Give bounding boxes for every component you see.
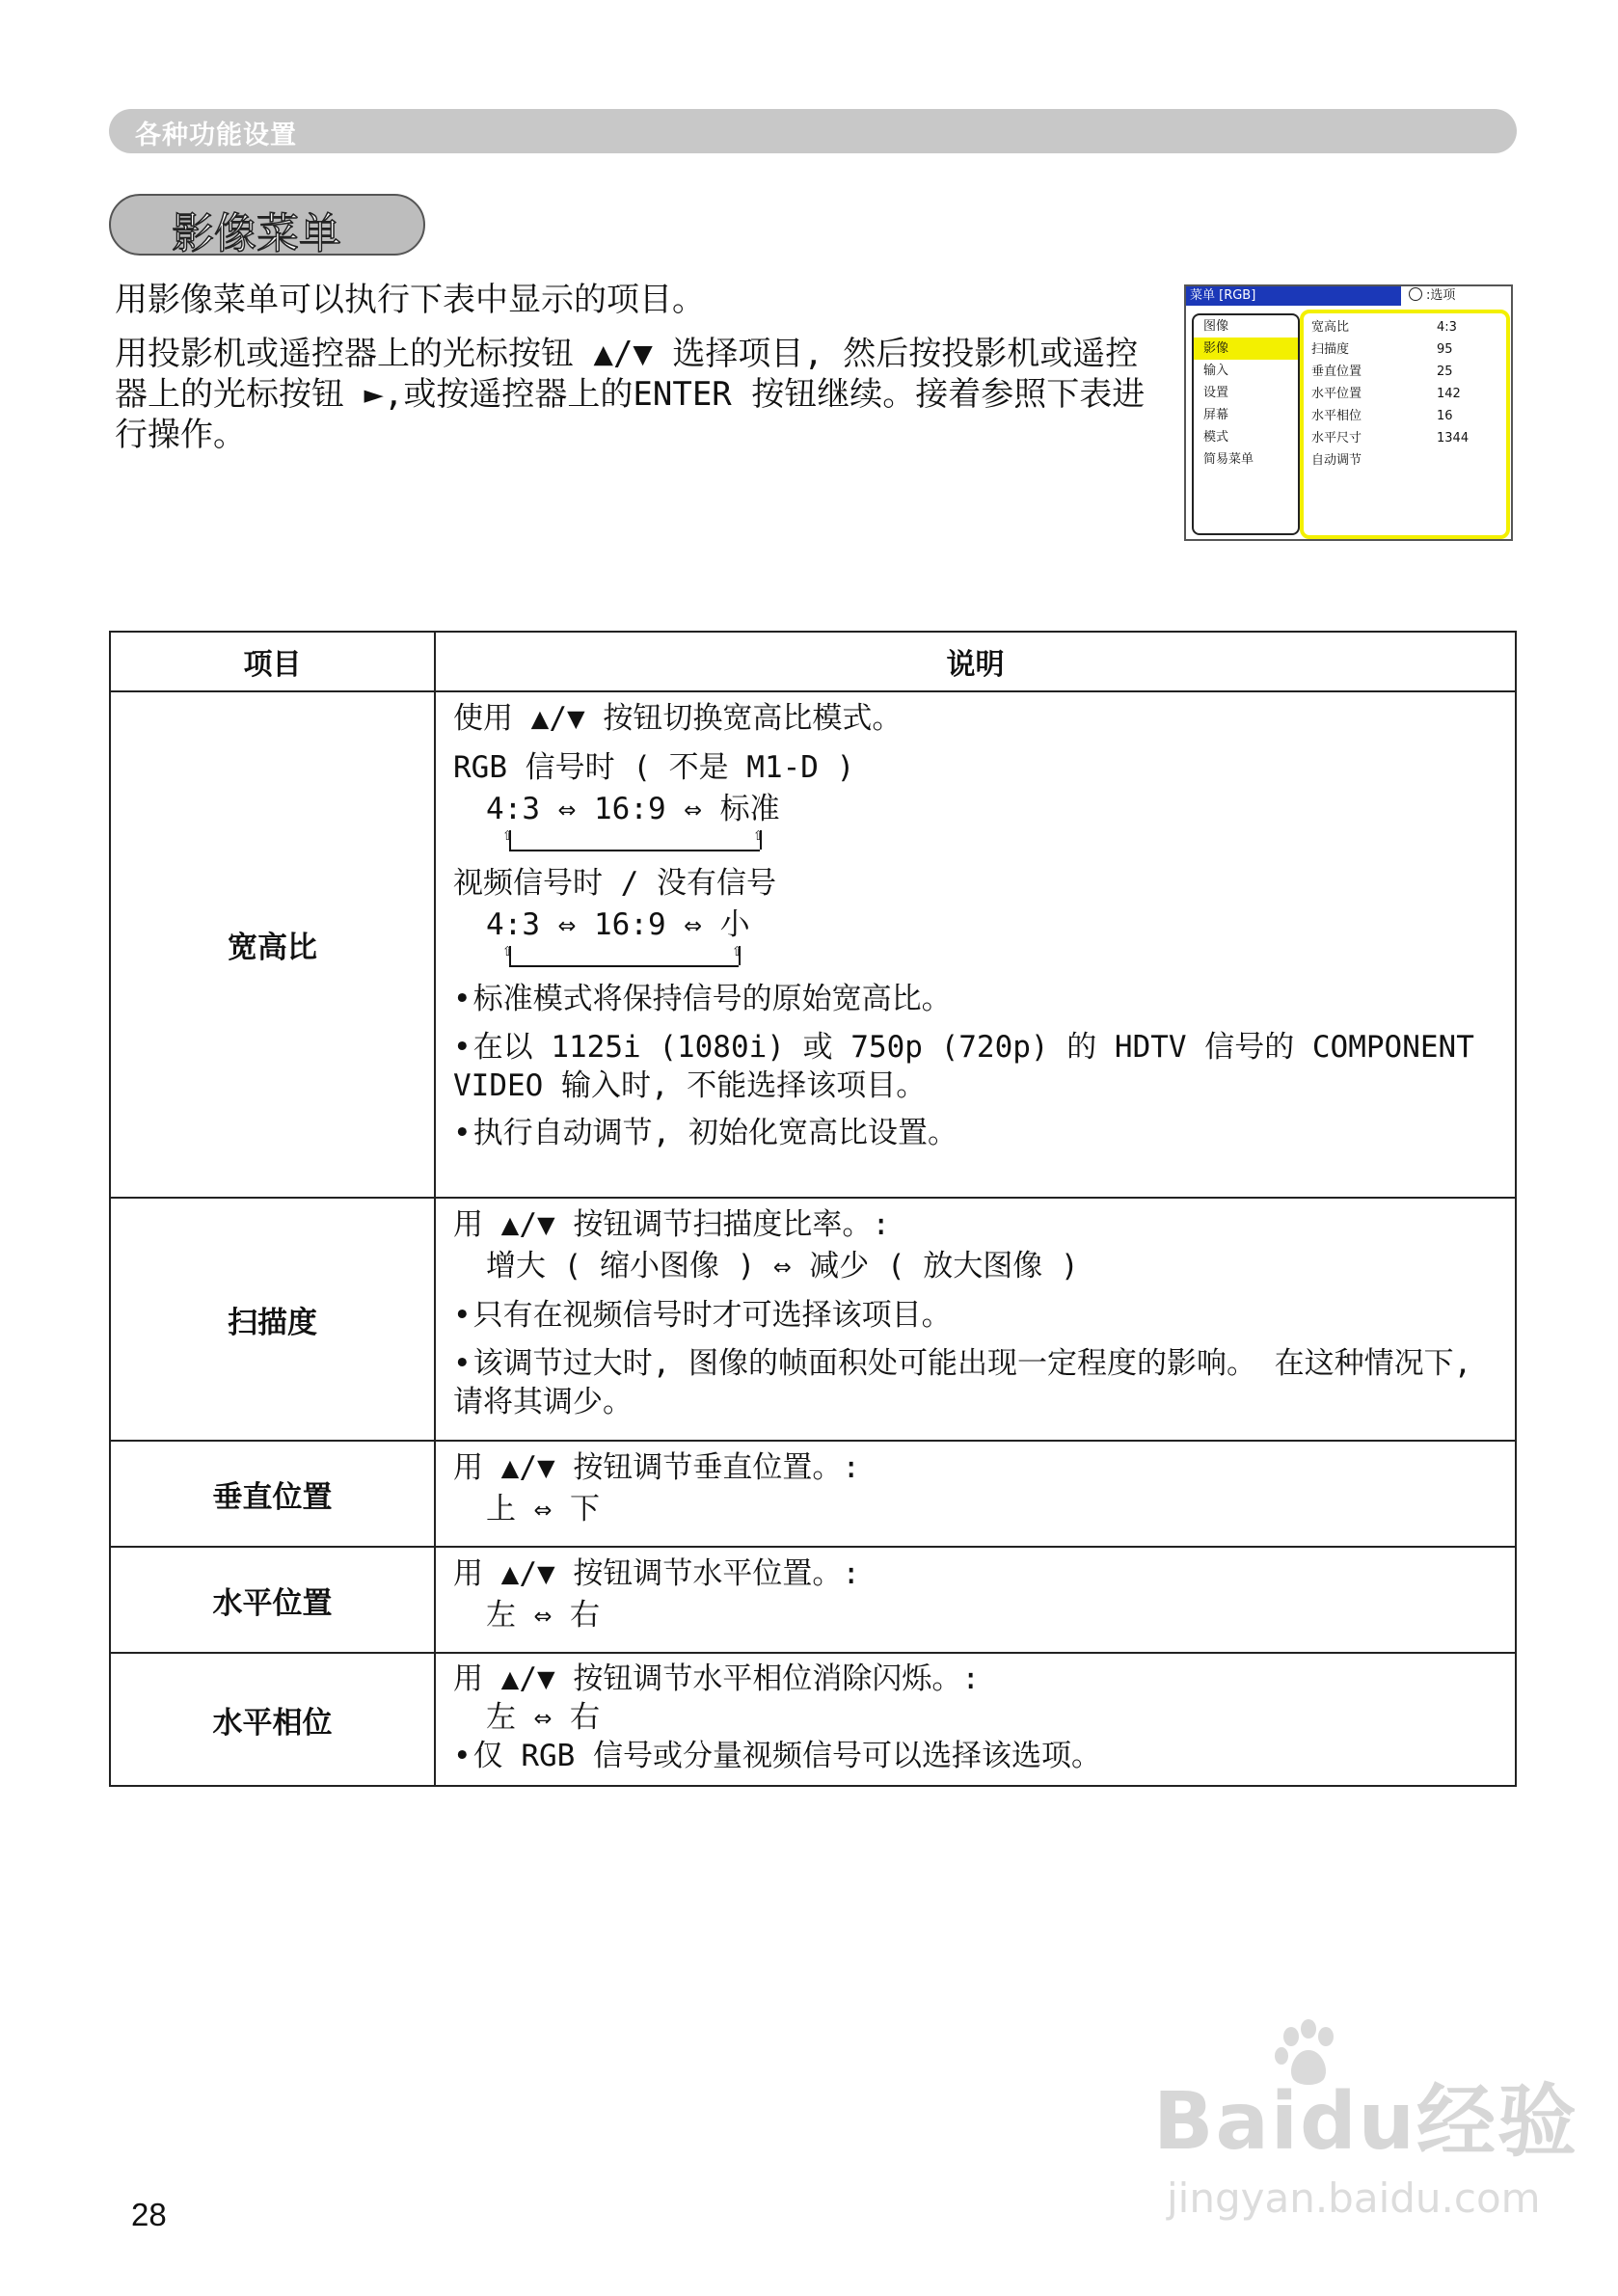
picture-menu-table xyxy=(109,631,1517,1787)
desc-line: 4:3 ⇔ 16:9 ⇔ 标准 xyxy=(486,792,780,826)
menu-left-item: 屏幕 xyxy=(1203,408,1229,422)
menu-right-item: 宽高比 4:3 xyxy=(1311,320,1457,335)
menu-left-item-selected: 影像 xyxy=(1194,338,1298,360)
desc-line: 左 ⇔ 右 xyxy=(486,1598,600,1633)
row-desc-vpos xyxy=(435,1441,1516,1547)
menu-title: 影像菜单 xyxy=(172,209,341,258)
row-desc-hpos xyxy=(435,1547,1516,1653)
col-header-item: 项目 xyxy=(110,632,435,691)
col-header-desc: 说明 xyxy=(435,632,1516,691)
menu-left-item: 模式 xyxy=(1203,430,1229,445)
menu-screenshot-right-list xyxy=(1300,310,1510,539)
watermark-url: jingyan.baidu.com xyxy=(1167,2174,1541,2222)
row-desc-scan xyxy=(435,1198,1516,1441)
desc-bullet: • 执行自动调节, 初始化宽高比设置。 xyxy=(453,1113,1497,1154)
desc-line: RGB 信号时 ( 不是 M1-D ) xyxy=(453,750,855,785)
table-row-hpos xyxy=(110,1547,1516,1653)
menu-screenshot xyxy=(1184,284,1513,541)
row-desc-aspect xyxy=(435,691,1516,1198)
menu-right-item: 水平相位 16 xyxy=(1311,409,1453,423)
desc-bullet: • 该调节过大时, 图像的帧面积处可能出现一定程度的影响。 在这种情况下, 请将其调少。 xyxy=(453,1344,1497,1421)
row-item-hphase: 水平相位 xyxy=(110,1653,435,1786)
cycle-arrow-icon: ⇧ ⇧ xyxy=(503,946,744,971)
desc-bullet: • 标准模式将保持信号的原始宽高比。 xyxy=(453,979,1497,1020)
menu-screenshot-left-list xyxy=(1192,313,1300,535)
row-desc-hphase xyxy=(435,1653,1516,1786)
gear-icon xyxy=(1409,287,1422,301)
desc-line: 4:3 ⇔ 16:9 ⇔ 小 xyxy=(486,907,750,942)
menu-right-item: 自动调节 xyxy=(1311,453,1362,468)
desc-line: 增大 ( 缩小图像 ) ⇔ 减少 ( 放大图像 ) xyxy=(486,1249,1079,1283)
cycle-arrow-icon: ⇧ ⇧ xyxy=(503,830,764,855)
menu-left-item: 简易菜单 xyxy=(1203,452,1254,467)
desc-line: 用 ▲/▼ 按钮调节水平位置。: xyxy=(453,1556,860,1591)
menu-screenshot-title: 菜单 [RGB] xyxy=(1186,286,1401,306)
desc-line: 用 ▲/▼ 按钮调节水平相位消除闪烁。: xyxy=(453,1661,980,1696)
menu-screenshot-option: :选项 xyxy=(1401,286,1511,306)
section-header-label: 各种功能设置 xyxy=(135,121,297,150)
desc-line: 左 ⇔ 右 xyxy=(486,1700,600,1735)
page-number: 28 xyxy=(131,2197,167,2232)
section-header-bar xyxy=(109,109,1517,153)
row-item-vpos: 垂直位置 xyxy=(110,1441,435,1547)
intro-line-1: 用影像菜单可以执行下表中显示的项目。 xyxy=(115,281,705,319)
desc-line: 使用 ▲/▼ 按钮切换宽高比模式。 xyxy=(453,701,903,736)
table-header-row xyxy=(110,632,1516,691)
row-item-hpos: 水平位置 xyxy=(110,1547,435,1653)
watermark-brand: Baidu经验 xyxy=(1153,2076,1579,2168)
menu-left-item: 输入 xyxy=(1203,364,1229,378)
row-item-aspect: 宽高比 xyxy=(110,691,435,1198)
desc-line: 用 ▲/▼ 按钮调节扫描度比率。: xyxy=(453,1207,890,1242)
menu-right-item: 水平位置 142 xyxy=(1311,387,1461,401)
menu-left-item: 设置 xyxy=(1203,386,1229,400)
menu-right-item: 水平尺寸 1344 xyxy=(1311,431,1470,446)
intro-line-2: 用投影机或遥控器上的光标按钮 ▲/▼ 选择项目, 然后按投影机或遥控器上的光标按钮 ►,或按遥控器上的ENTER 按钮继续。接着参照下表进行操作。 xyxy=(115,335,1146,454)
desc-bullet: • 只有在视频信号时才可选择该项目。 xyxy=(453,1295,1497,1337)
table-row-scan xyxy=(110,1198,1516,1441)
menu-right-item: 扫描度 95 xyxy=(1311,342,1453,357)
desc-line: 用 ▲/▼ 按钮调节垂直位置。: xyxy=(453,1450,860,1485)
menu-right-item: 垂直位置 25 xyxy=(1311,365,1453,379)
table-row-vpos xyxy=(110,1441,1516,1547)
table-row-hphase xyxy=(110,1653,1516,1786)
desc-bullet: • 在以 1125i (1080i) 或 750p (720p) 的 HDTV 信号的 COMPONENT VIDEO 输入时, 不能选择该项目。 xyxy=(453,1028,1497,1105)
desc-line: 视频信号时 / 没有信号 xyxy=(453,866,776,901)
desc-bullet: • 仅 RGB 信号或分量视频信号可以选择该选项。 xyxy=(453,1737,1497,1775)
desc-line: 上 ⇔ 下 xyxy=(486,1492,600,1526)
table-row-aspect xyxy=(110,691,1516,1198)
menu-left-item: 图像 xyxy=(1203,319,1229,334)
row-item-scan: 扫描度 xyxy=(110,1198,435,1441)
